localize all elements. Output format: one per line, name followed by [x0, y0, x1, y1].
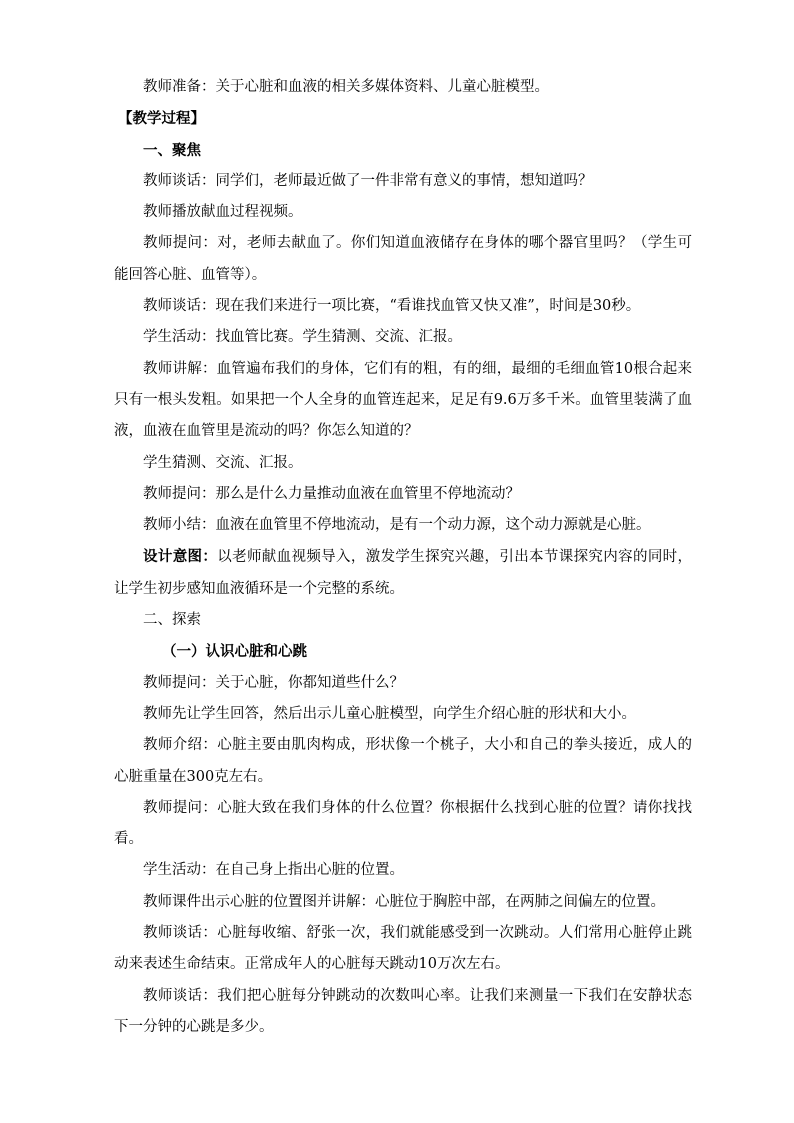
section-heading-focus: 一、聚焦 — [143, 141, 201, 159]
paragraph: 学生活动：找血管比赛。学生猜测、交流、汇报。 — [143, 329, 462, 346]
design-intent-text: 以老师献血视频导入，激发学生探究兴趣，引出本节课探究内容的同时，让学生初步感知血液循环是一个完整的系统。 — [114, 549, 693, 597]
paragraph: 教师提问：关于心脏，你都知道些什么？ — [143, 674, 404, 691]
paragraph: 教师先让学生回答，然后出示儿童心脏模型，向学生介绍心脏的形状和大小。 — [143, 705, 636, 722]
paragraph: 教师课件出示心脏的位置图并讲解：心脏位于胸腔中部，在两肺之间偏左的位置。 — [143, 893, 665, 910]
paragraph: 教师介绍：心脏主要由肌肉构成，形状像一个桃子，大小和自己的拳头接近，成人的心脏重量在300克左右。 — [114, 737, 692, 785]
document-body — [114, 72, 692, 1043]
design-intent-label: 设计意图： — [143, 548, 218, 566]
paragraph: 教师小结：血液在血管里不停地流动，是有一个动力源，这个动力源就是心脏。 — [143, 517, 651, 534]
paragraph: 教师讲解：血管遍布我们的身体，它们有的粗，有的细，最细的毛细血管10根合起来只有一根头发粗。如果把一个人全身的血管连起来，足足有9.6万多千米。血管里装满了血液，血液在血管里是流动的吗？你怎么知道的？ — [114, 360, 692, 440]
paragraph: 学生猜测、交流、汇报。 — [143, 454, 303, 471]
paragraph: 教师提问：心脏大致在我们身体的什么位置？你根据什么找到心脏的位置？请你找找看。 — [114, 799, 692, 848]
subsection-heading-heart: （一）认识心脏和心跳 — [162, 643, 307, 661]
paragraph: 教师播放献血过程视频。 — [143, 204, 303, 221]
paragraph: 学生活动：在自己身上指出心脏的位置。 — [143, 862, 404, 879]
paragraph: 教师谈话：同学们，老师最近做了一件非常有意义的事情，想知道吗？ — [143, 172, 593, 189]
paragraph: 教师提问：对，老师去献血了。你们知道血液储存在身体的哪个器官里吗？（学生可能回答心脏、血管等）。 — [114, 235, 692, 283]
section-heading-explore: 二、探索 — [143, 612, 201, 629]
paragraph: 教师提问：那么是什么力量推动血液在血管里不停地流动？ — [143, 485, 520, 502]
paragraph: 教师谈话：心脏每收缩、舒张一次，我们就能感受到一次跳动。人们常用心脏停止跳动来表述生命结束。正常成年人的心脏每天跳动10万次左右。 — [114, 925, 692, 973]
teacher-preparation: 教师准备：关于心脏和血液的相关多媒体资料、儿童心脏模型。 — [143, 79, 549, 95]
section-heading-teaching-process: 【教学过程】 — [118, 110, 205, 128]
paragraph: 教师谈话：我们把心脏每分钟跳动的次数叫心率。让我们来测量一下我们在安静状态下一分钟的心跳是多少。 — [114, 987, 692, 1035]
design-intent-paragraph — [114, 541, 692, 605]
paragraph: 教师谈话：现在我们来进行一项比赛，“看谁找血管又快又准”，时间是30秒。 — [143, 298, 641, 315]
